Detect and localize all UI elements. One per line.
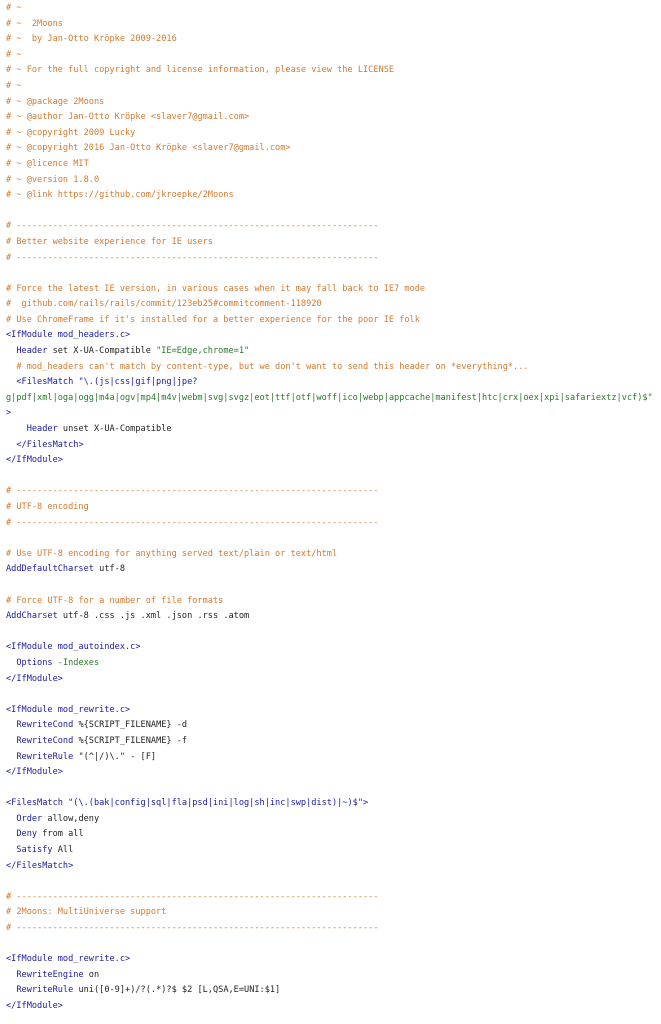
code-line [6, 79, 661, 95]
line-indent [6, 362, 16, 372]
code-line [6, 1, 661, 17]
code-line [6, 968, 661, 984]
code-line [6, 874, 661, 890]
code-line [6, 531, 661, 547]
comment-text: # ~ [6, 3, 22, 13]
code-line [6, 672, 661, 688]
directive-value: on [83, 969, 100, 980]
line-indent [6, 736, 16, 746]
code-line [6, 391, 661, 407]
module-tag: <IfModule mod_autoindex.c> [6, 642, 141, 653]
code-line [6, 173, 661, 189]
directive-value: utf-8 .css .js .xml .json .rss .atom [57, 611, 250, 622]
line-indent [6, 658, 16, 668]
module-tag: </FilesMatch> [16, 439, 84, 450]
directive-name: Header [26, 424, 58, 435]
code-line [6, 547, 661, 563]
line-indent [6, 377, 16, 387]
code-line [6, 297, 661, 313]
directive-name: RewriteCond [16, 735, 74, 746]
code-line [6, 625, 661, 641]
directive-value: set X-UA-Compatible [47, 346, 157, 357]
directive-name: RewriteRule [16, 985, 74, 996]
directive-name: Deny [16, 829, 38, 840]
directive-name: Header [16, 346, 48, 357]
directive-name: RewriteRule [16, 751, 74, 762]
directive-name: Satisfy [16, 845, 53, 856]
code-line [6, 141, 661, 157]
code-line [6, 266, 661, 282]
code-line [6, 905, 661, 921]
code-line [6, 344, 661, 360]
line-indent [6, 970, 16, 980]
code-line [6, 562, 661, 578]
directive-value: %{SCRIPT_FILENAME} -f [73, 735, 188, 746]
module-tag: <IfModule mod_rewrite.c> [6, 704, 131, 715]
comment-text: # 2Moons: MultiUniverse support [6, 907, 167, 918]
code-line [6, 890, 661, 906]
code-line [6, 578, 661, 594]
comment-text: # ~ @version 1.8.0 [6, 174, 100, 185]
comment-text: # ~ @copyright 2009 Lucky [6, 127, 136, 138]
line-indent [6, 424, 27, 434]
code-line [6, 469, 661, 485]
code-line [6, 453, 661, 469]
code-line [6, 32, 661, 48]
code-line [6, 422, 661, 438]
comment-text: # Better website experience for IE users [6, 236, 213, 247]
code-line [6, 438, 661, 454]
comment-text: # Use UTF-8 encoding for anything served text/plain or text/html [6, 548, 338, 559]
code-line [6, 406, 661, 422]
line-indent [6, 720, 16, 730]
code-line [6, 656, 661, 672]
code-line [6, 313, 661, 329]
code-line [6, 640, 661, 656]
code-line [6, 328, 661, 344]
code-line [6, 843, 661, 859]
directive-value: All [52, 845, 74, 856]
code-line [6, 235, 661, 251]
directive-name: AddDefaultCharset [6, 564, 94, 575]
comment-text: # ~ @licence MIT [6, 158, 89, 169]
comment-text: # ~ 2Moons [6, 18, 63, 29]
code-line [6, 859, 661, 875]
directive-name: RewriteEngine [16, 969, 84, 980]
directive-value: "(^|/)\." - [F] [73, 751, 157, 762]
comment-text: # github.com/rails/rails/commit/123eb25#commitcomment-118920 [6, 299, 322, 310]
code-line [6, 126, 661, 142]
directive-value: allow,deny [42, 813, 100, 824]
comment-text: # ~ [6, 80, 22, 91]
code-line [6, 516, 661, 532]
directive-argument: -Indexes [57, 657, 100, 668]
code-line [6, 95, 661, 111]
module-tag: > [6, 408, 12, 419]
module-tag: <IfModule mod_rewrite.c> [6, 954, 131, 965]
code-line [6, 796, 661, 812]
filesmatch-tag: <FilesMatch "\.(js|css|gif|png|jpe? [16, 377, 198, 388]
code-line [6, 718, 661, 734]
module-tag: </IfModule> [6, 1001, 63, 1011]
comment-text: # Force UTF-8 for a number of file formats [6, 595, 224, 606]
comment-text: # ~ @author Jan-Otto Kröpke <slaver7@gmail.com> [6, 112, 250, 123]
code-line [6, 781, 661, 797]
comment-text: # ~ @copyright 2016 Jan-Otto Kröpke <slaver7@gmail.com> [6, 143, 291, 154]
line-indent [6, 985, 16, 995]
comment-text: # ~ by Jan-Otto Kröpke 2009-2016 [6, 34, 177, 45]
line-indent [6, 346, 16, 356]
code-line [6, 999, 661, 1015]
code-line [6, 110, 661, 126]
code-line [6, 204, 661, 220]
code-line [6, 921, 661, 937]
directive-name: Order [16, 813, 43, 824]
comment-text: # ---------------------------------------------------------------------- [6, 891, 379, 902]
code-line [6, 609, 661, 625]
directive-name: Options [16, 657, 53, 668]
directive-value: from all [37, 829, 84, 840]
comment-text: # ~ @package 2Moons [6, 96, 105, 107]
comment-text: # ---------------------------------------------------------------------- [6, 252, 379, 263]
comment-text: # mod_headers can't match by content-type, but we don't want to send this header on *everything*... [16, 361, 529, 372]
filesmatch-tag: <FilesMatch "(\.(bak|config|sql|fla|psd|ini|log|sh|inc|swp|dist)|~)$"> [6, 798, 369, 809]
code-line [6, 375, 661, 391]
line-indent [6, 829, 16, 839]
code-line [6, 703, 661, 719]
directive-name: AddCharset [6, 611, 58, 622]
code-line [6, 360, 661, 376]
comment-text: # ~ @link https://github.com/jkroepke/2Moons [6, 190, 234, 201]
code-line [6, 952, 661, 968]
directive-argument: "IE=Edge,chrome=1" [156, 346, 250, 357]
comment-text: # ~ For the full copyright and license information, please view the LICENSE [6, 65, 395, 76]
module-tag: </IfModule> [6, 767, 63, 778]
comment-text: # Force the latest IE version, in various cases when it may fall back to IE7 mode [6, 283, 426, 294]
code-line [6, 812, 661, 828]
comment-text: # ~ [6, 49, 22, 60]
directive-value: unset X-UA-Compatible [57, 424, 172, 435]
code-line [6, 750, 661, 766]
code-line [6, 63, 661, 79]
directive-value: %{SCRIPT_FILENAME} -d [73, 720, 188, 731]
code-line [6, 594, 661, 610]
line-indent [6, 814, 16, 824]
match-pattern: g|pdf|xml|oga|ogg|m4a|ogv|mp4|m4v|webm|svg|svgz|eot|ttf|otf|woff|ico|webp|appcache|manifest|htc|crx|oex|xpi|safariextz|vcf)$" [6, 392, 653, 403]
code-line [6, 17, 661, 33]
code-line [6, 937, 661, 953]
code-line [6, 734, 661, 750]
directive-name: RewriteCond [16, 720, 74, 731]
line-indent [6, 440, 16, 450]
comment-text: # ---------------------------------------------------------------------- [6, 923, 379, 934]
code-line [6, 251, 661, 267]
code-line [6, 219, 661, 235]
code-line [6, 188, 661, 204]
code-line [6, 500, 661, 516]
comment-text: # Use ChromeFrame if it's installed for a better experience for the poor IE folk [6, 314, 420, 325]
code-line [6, 484, 661, 500]
code-line [6, 765, 661, 781]
directive-value: uni([0-9]+)/?(.*)?$ $2 [L,QSA,E=UNI:$1] [73, 985, 281, 996]
module-tag: </IfModule> [6, 455, 63, 466]
module-tag: <IfModule mod_headers.c> [6, 330, 131, 341]
comment-text: # UTF-8 encoding [6, 502, 89, 512]
line-indent [6, 845, 16, 855]
directive-value: utf-8 [93, 564, 126, 575]
code-line [6, 983, 661, 999]
comment-text: # ---------------------------------------------------------------------- [6, 221, 379, 232]
comment-text: # ---------------------------------------------------------------------- [6, 517, 379, 528]
module-tag: </FilesMatch> [6, 860, 74, 871]
code-line [6, 157, 661, 173]
code-line [6, 48, 661, 64]
line-indent [6, 752, 16, 762]
code-line [6, 827, 661, 843]
code-line [6, 687, 661, 703]
code-line [6, 282, 661, 298]
module-tag: </IfModule> [6, 673, 63, 684]
comment-text: # ---------------------------------------------------------------------- [6, 486, 379, 497]
